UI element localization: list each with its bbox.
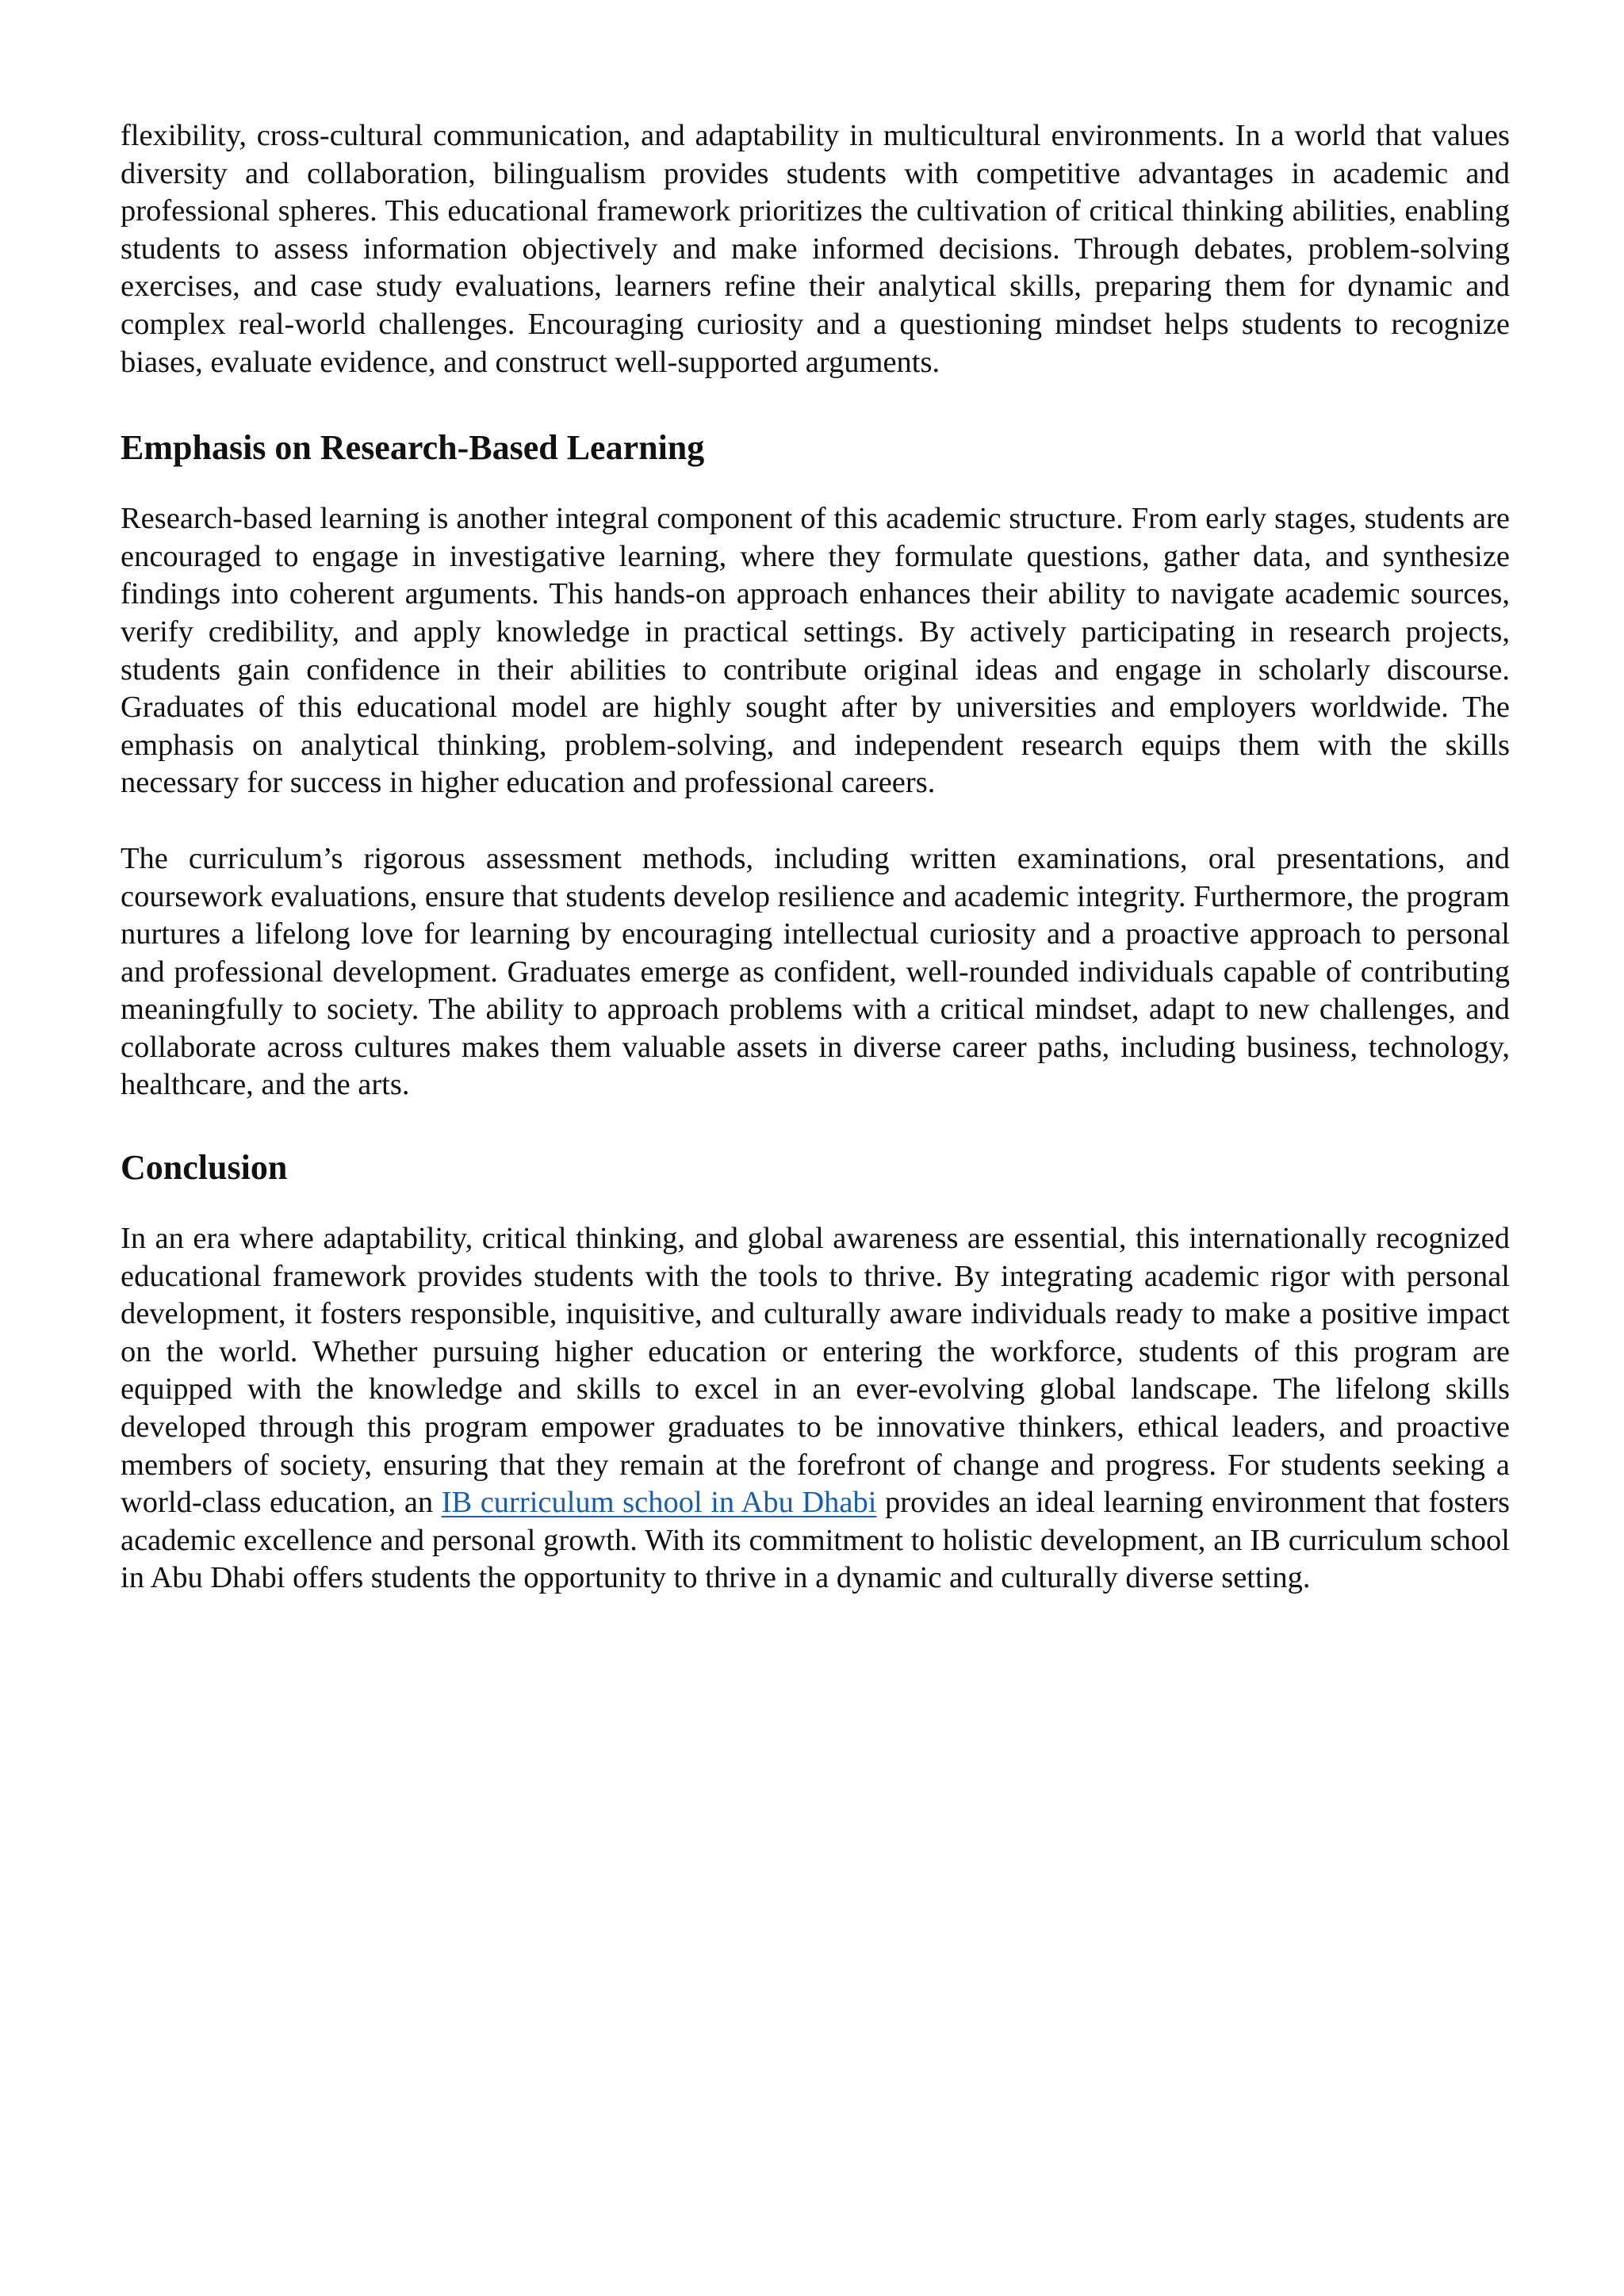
assessment-paragraph: The curriculum’s rigorous assessment methods, including written examinations, oral presentations, and coursework evaluations, ensure that students develop resilience and academic integrity. Furthermore, the program nurtures a lifelong love for learning by encouraging intellectual curiosity and a proactive approach to personal and professional development. Graduates emerge as confident, well-rounded individuals capable of contributing meaningfully to society. The ability to approach problems with a critical mindset, adapt to new challenges, and collaborate across cultures makes them valuable assets in diverse career paths, including business, technology, healthcare, and the arts. [121, 841, 1510, 1102]
research-paragraph: Research-based learning is another integral component of this academic structure. From early stages, students are encouraged to engage in investigative learning, where they formulate questions, gather data, and synthesize findings into coherent arguments. This hands-on approach enhances their ability to navigate academic sources, verify credibility, and apply knowledge in practical settings. By actively participating in research projects, students gain confidence in their abilities to contribute original ideas and engage in scholarly discourse. Graduates of this educational model are highly sought after by universities and employers worldwide. The emphasis on analytical thinking, problem-solving, and independent research equips them with the skills necessary for success in higher education and professional careers. [121, 502, 1510, 800]
conclusion-text-after-link: provides an ideal learning environment that fosters academic excellence and personal growth. With its commitment to holistic development, an IB curriculum school in Abu Dhabi offers students the opportunity to thrive in a dynamic and culturally diverse setting. [121, 1486, 1510, 1595]
ib-school-link[interactable]: IB curriculum school in Abu Dhabi [441, 1486, 877, 1520]
document-page [121, 117, 1510, 1598]
intro-paragraph: flexibility, cross-cultural communication, and adaptability in multicultural environments. In a world that values diversity and collaboration, bilingualism provides students with competitive advantages in academic and professional spheres. This educational framework prioritizes the cultivation of critical thinking abilities, enabling students to assess information objectively and make informed decisions. Through debates, problem-solving exercises, and case study evaluations, learners refine their analytical skills, preparing them for dynamic and complex real-world challenges. Encouraging curiosity and a questioning mindset helps students to recognize biases, evaluate evidence, and construct well-supported arguments. [121, 119, 1510, 379]
conclusion-section-heading: Conclusion [121, 1148, 288, 1188]
research-section-heading: Emphasis on Research-Based Learning [121, 428, 705, 468]
conclusion-paragraph [121, 1220, 1510, 1598]
conclusion-text-before-link: In an era where adaptability, critical thinking, and global awareness are essential, this internationally recognized educational framework provides students with the tools to thrive. By integrating academic rigor with personal development, it fosters responsible, inquisitive, and culturally aware individuals ready to make a positive impact on the world. Whether pursuing higher education or entering the workforce, students of this program are equipped with the knowledge and skills to excel in an ever-evolving global landscape. The lifelong skills developed through this program empower graduates to be innovative thinkers, ethical leaders, and proactive members of society, ensuring that they remain at the forefront of change and progress. For students seeking a world-class education, an [121, 1222, 1510, 1520]
